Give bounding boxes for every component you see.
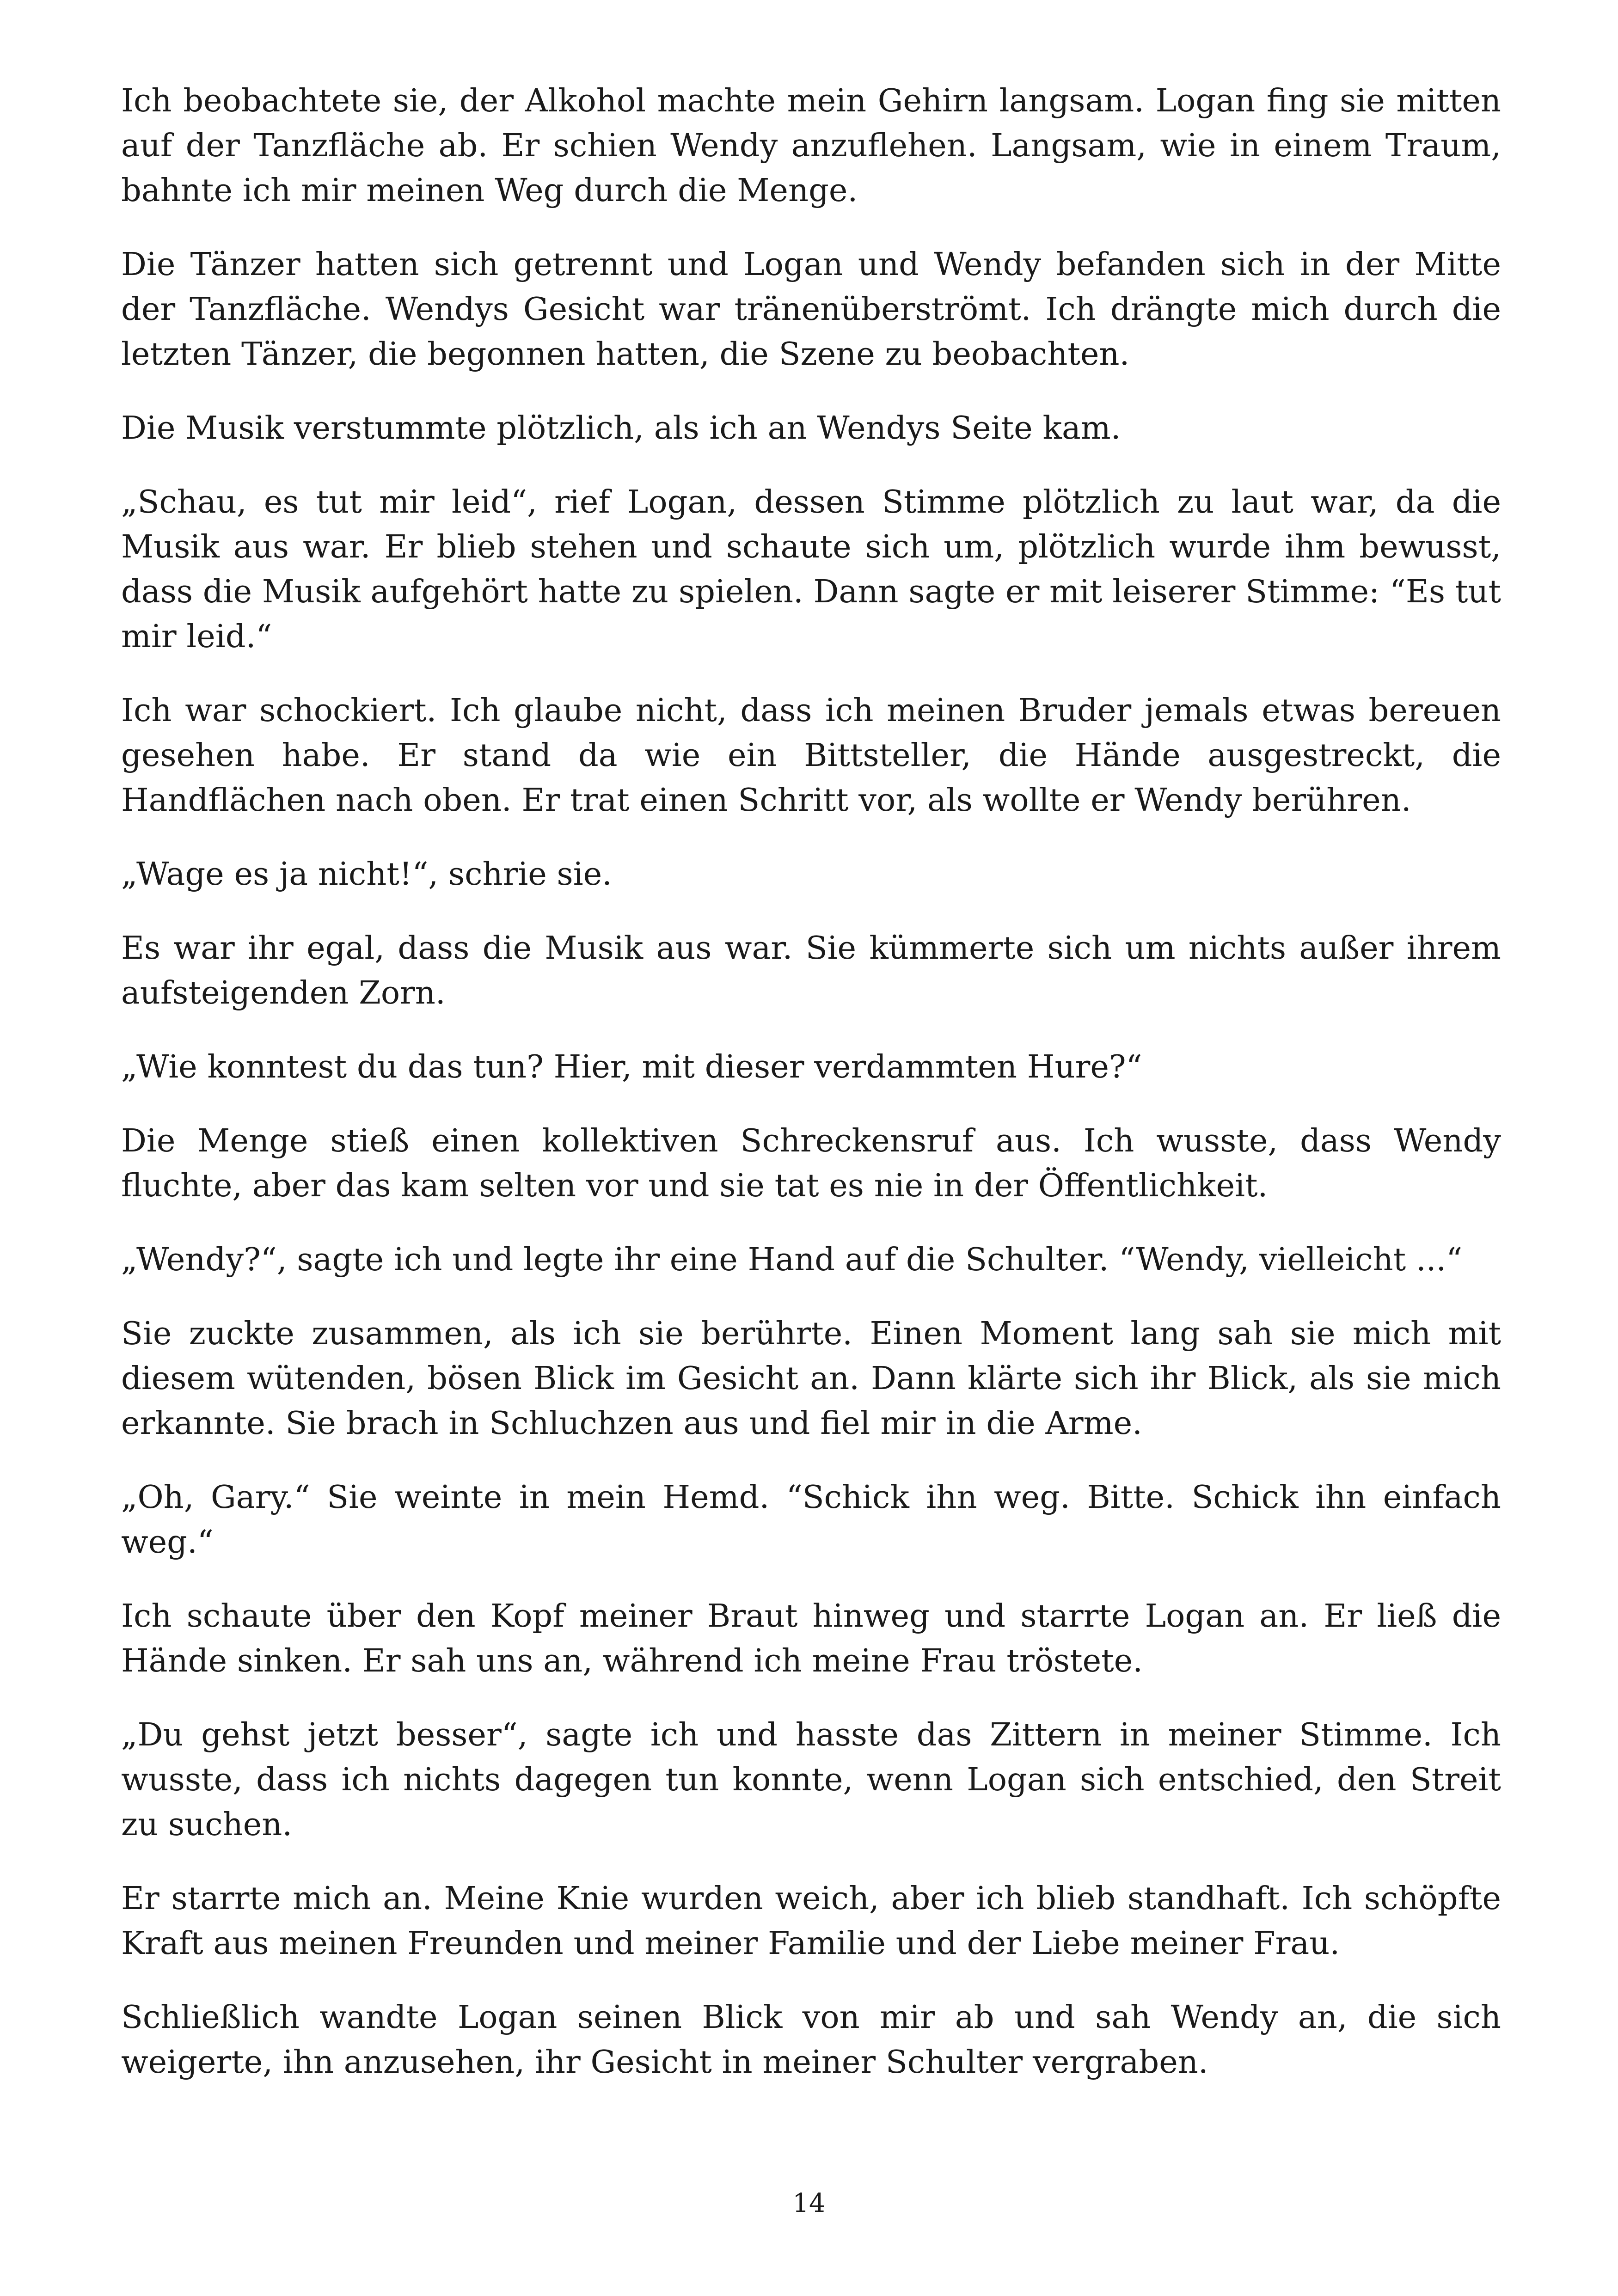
paragraph: „Wendy?“, sagte ich und legte ihr eine Hand auf die Schulter. “Wendy, vielleicht ...“	[121, 1241, 1463, 1278]
paragraph: Die Tänzer hatten sich getrennt und Logan und Wendy befanden sich in der Mitte der Tanzfläche. Wendys Gesicht war tränenüberströmt. Ich drängte mich durch die letzten Tänzer, die begonnen hatten, die Szene zu beobachten.	[121, 246, 1501, 373]
paragraph: „Oh, Gary.“ Sie weinte in mein Hemd. “Schick ihn weg. Bitte. Schick ihn einfach weg.“	[121, 1479, 1501, 1561]
paragraph: „Du gehst jetzt besser“, sagte ich und hasste das Zittern in meiner Stimme. Ich wusste, dass ich nichts dagegen tun konnte, wenn Logan sich entschied, den Streit zu suchen.	[121, 1716, 1501, 1843]
paragraph: „Schau, es tut mir leid“, rief Logan, dessen Stimme plötzlich zu laut war, da die Musik aus war. Er blieb stehen und schaute sich um, plötzlich wurde ihm bewusst, dass die Musik aufgehört hatte zu spielen. Dann sagte er mit leiserer Stimme: “Es tut mir leid.“	[121, 484, 1501, 655]
body-text	[121, 79, 1501, 2114]
paragraph: Die Musik verstummte plötzlich, als ich an Wendys Seite kam.	[121, 410, 1121, 447]
paragraph: Die Menge stieß einen kollektiven Schreckensruf aus. Ich wusste, dass Wendy fluchte, aber das kam selten vor und sie tat es nie in der Öffentlichkeit.	[121, 1122, 1501, 1204]
paragraph: Schließlich wandte Logan seinen Blick von mir ab und sah Wendy an, die sich weigerte, ihn anzusehen, ihr Gesicht in meiner Schulter vergraben.	[121, 1999, 1501, 2081]
paragraph: „Wie konntest du das tun? Hier, mit dieser verdammten Hure?“	[121, 1048, 1142, 1085]
paragraph: Es war ihr egal, dass die Musik aus war. Sie kümmerte sich um nichts außer ihrem aufsteigenden Zorn.	[121, 930, 1501, 1011]
page-number: 14	[792, 2188, 826, 2218]
paragraph: Ich schaute über den Kopf meiner Braut hinweg und starrte Logan an. Er ließ die Hände sinken. Er sah uns an, während ich meine Frau tröstete.	[121, 1598, 1501, 1679]
paragraph: „Wage es ja nicht!“, schrie sie.	[121, 856, 612, 893]
paragraph: Er starrte mich an. Meine Knie wurden weich, aber ich blieb standhaft. Ich schöpfte Kraft aus meinen Freunden und meiner Familie und der Liebe meiner Frau.	[121, 1880, 1501, 1962]
paragraph: Sie zuckte zusammen, als ich sie berührte. Einen Moment lang sah sie mich mit diesem wütenden, bösen Blick im Gesicht an. Dann klärte sich ihr Blick, als sie mich erkannte. Sie brach in Schluchzen aus und fiel mir in die Arme.	[121, 1315, 1501, 1442]
paragraph: Ich war schockiert. Ich glaube nicht, dass ich meinen Bruder jemals etwas bereuen gesehen habe. Er stand da wie ein Bittsteller, die Hände ausgestreckt, die Handflächen nach oben. Er trat einen Schritt vor, als wollte er Wendy berühren.	[121, 692, 1501, 819]
paragraph: Ich beobachtete sie, der Alkohol machte mein Gehirn langsam. Logan fing sie mitten auf der Tanzfläche ab. Er schien Wendy anzuflehen. Langsam, wie in einem Traum, bahnte ich mir meinen Weg durch die Menge.	[121, 82, 1501, 209]
